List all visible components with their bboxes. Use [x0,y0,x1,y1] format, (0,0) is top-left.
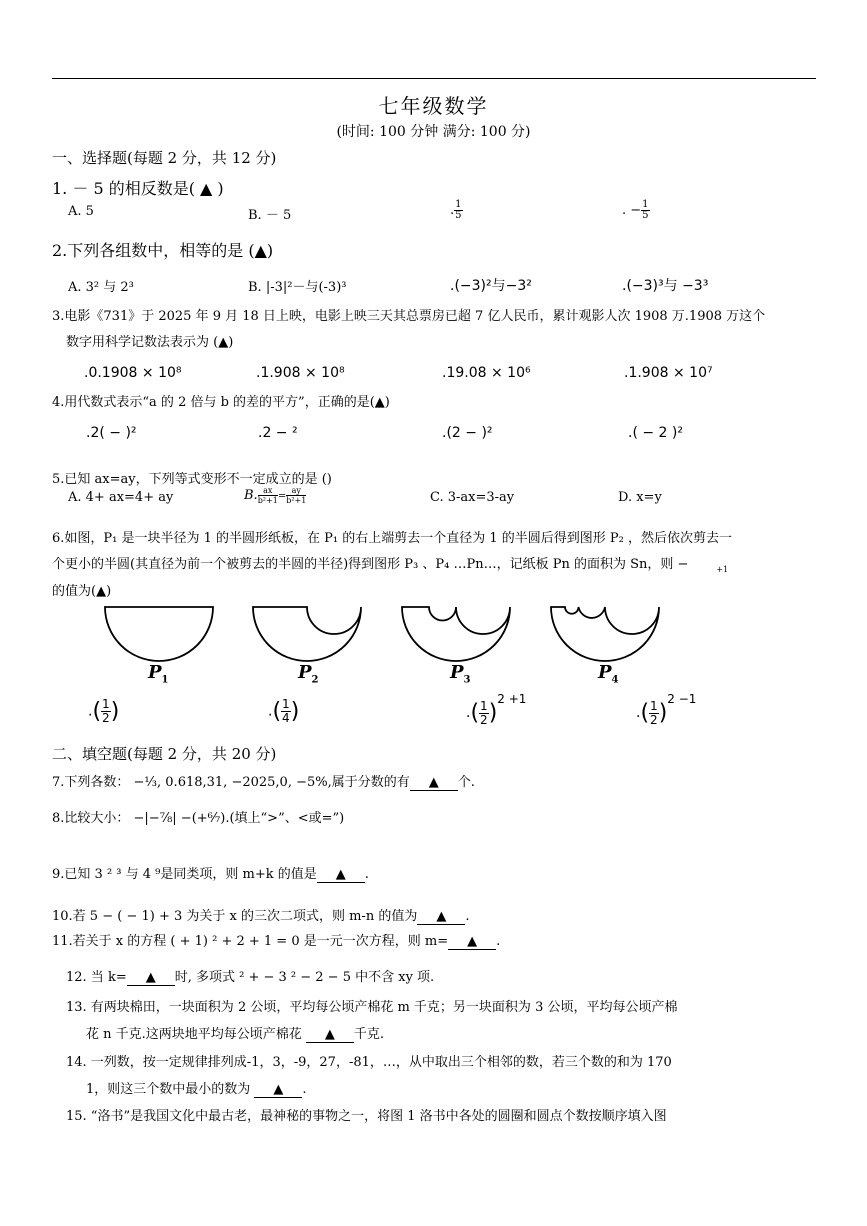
q12-blank[interactable]: ▲ [127,970,175,986]
q13-line2: 花 n 千克.这两块地平均每公顷产棉花 ▲ 千克. [86,1027,385,1042]
q2-option-d: .(−3)³与 −3³ [622,278,709,294]
q6-option-a: .( $\frac{1}{2}$ ) [88,697,120,725]
figure-label-p1: $P_1$ [148,662,169,686]
section2-heading: 二、填空题(每题 2 分，共 20 分) [52,745,277,763]
q2-option-b: B. |-3|²－与(-3)³ [248,280,347,295]
figure-p1-shape [105,607,213,661]
q3-option-b: .1.908 × 10⁸ [256,365,345,381]
q1-option-d: . − $\frac{1}{5}$ [622,199,649,221]
q6-line1: 6.如图，P₁ 是一块半径为 1 的半圆形纸板，在 P₁ 的右上端剪去一个直径为 1 的半圆后得到图形 P₂ ，然后依次剪去一 [52,531,733,546]
q4-option-a: .2( − )² [86,425,137,441]
q3-line2: 数字用科学记数法表示为 (▲) [66,335,234,350]
q4-option-d: .( − 2 )² [628,425,683,441]
q3-option-d: .1.908 × 10⁷ [624,365,713,381]
q4-option-c: .(2 − )² [442,425,493,441]
q3-option-c: .19.08 × 10⁶ [442,365,531,381]
q1-stem: 1. － 5 的相反数是( ▲ ) [52,179,224,198]
q1-option-a: A. 5 [68,204,94,219]
q6-option-d: .( $\frac{1}{2}$ )2 −1 [636,692,697,727]
exam-title: 七年级数学 [378,94,489,118]
q6-option-c: .( $\frac{1}{2}$ )2 +1 [466,692,527,727]
figure-label-p2: $P_2$ [298,662,319,686]
q6-line2: 个更小的半圆(其直径为前一个被剪去的半圆的半径)得到图形 P₃ 、P₄ …Pn…，记纸板 Pn 的面积为 Sn，则 − $_{+1}$ [52,557,729,574]
q5-option-d: D. x=y [618,490,662,505]
q14-line1: 14. 一列数，按一定规律排列成-1，3，-9，27，-81，…，从中取出三个相邻的数，若三个数的和为 170 [66,1055,672,1070]
q1-option-b: B. － 5 [248,208,292,223]
top-rule [52,78,816,79]
q9: 9.已知 3 ² ³ 与 4 ⁹是同类项，则 m+k 的值是 ▲ . [52,867,369,882]
q8: 8.比较大小： −|−⁷⁄₈| −(+⁶⁄₇).(填上“>”、<或=”) [52,811,345,826]
figure-p4-shape [551,607,659,661]
q14-blank[interactable]: ▲ [254,1082,302,1098]
q7-blank[interactable]: ▲ [410,775,458,791]
q4-stem: 4.用代数式表示“a 的 2 倍与 b 的差的平方”，正确的是(▲) [52,395,390,410]
q2-stem: 2.下列各组数中，相等的是 (▲) [52,241,274,260]
exam-subtitle: (时间: 100 分钟 满分: 100 分) [336,124,531,140]
q6-option-b: .( $\frac{1}{4}$ ) [268,697,300,725]
q5-stem: 5.已知 ax=ay，下列等式变形不一定成立的是 () [52,472,332,487]
q11: 11.若关于 x 的方程 ( + 1) ² + 2 + 1 = 0 是一元一次方程，则 m= ▲ . [52,934,501,949]
q11-blank[interactable]: ▲ [448,934,496,950]
q2-option-a: A. 3² 与 2³ [68,280,134,295]
q10-blank[interactable]: ▲ [417,909,465,925]
figure-label-p3: $P_3$ [450,662,471,686]
q6-figures [100,600,670,670]
q12: 12. 当 k= ▲ 时, 多项式 ² + − 3 ² − 2 − 5 中不含 xy 项. [66,970,435,985]
q5-option-b: B. $\frac{ax}{\text{b²+1}}$ = $\frac{ay}{\text{b²+1}}$ [244,486,307,505]
q7: 7.下列各数： −¹⁄₃, 0.618,31, −2025,0, −5%,属于分数的有 ▲ 个. [52,775,475,790]
q1-option-c: . $\frac{1}{5}$ [450,199,462,221]
q9-blank[interactable]: ▲ [317,867,365,883]
q15-line1: 15. “洛书”是我国文化中最古老，最神秘的事物之一，将图 1 洛书中各处的圆圈和圆点个数按顺序填入图 [66,1109,667,1124]
figure-p2-shape [253,607,361,661]
section1-heading: 一、选择题(每题 2 分，共 12 分) [52,149,277,167]
figure-p3-shape [402,607,510,661]
q6-line3: 的值为(▲) [52,584,112,599]
q4-option-b: .2 − ² [258,425,298,441]
q3-line1: 3.电影《731》于 2025 年 9 月 18 日上映，电影上映三天其总票房已超 7 亿人民币，累计观影人次 1908 万.1908 万这个 [52,309,766,324]
q3-option-a: .0.1908 × 10⁸ [84,365,182,381]
figure-label-p4: $P_4$ [598,662,619,686]
q13-line1: 13. 有两块棉田，一块面积为 2 公顷，平均每公顷产棉花 m 千克；另一块面积为 3 公顷，平均每公顷产棉 [66,1000,678,1015]
q2-option-c: .(−3)²与−3² [450,278,532,294]
q5-option-c: C. 3-ax=3-ay [430,490,515,505]
q13-blank[interactable]: ▲ [306,1027,354,1043]
q10: 10.若 5 − ( − 1) + 3 为关于 x 的三次二项式，则 m-n 的值为 ▲ . [52,909,470,924]
q5-option-a: A. 4+ ax=4+ ay [68,490,174,505]
q14-line2: 1，则这三个数中最小的数为 ▲ . [86,1082,307,1097]
